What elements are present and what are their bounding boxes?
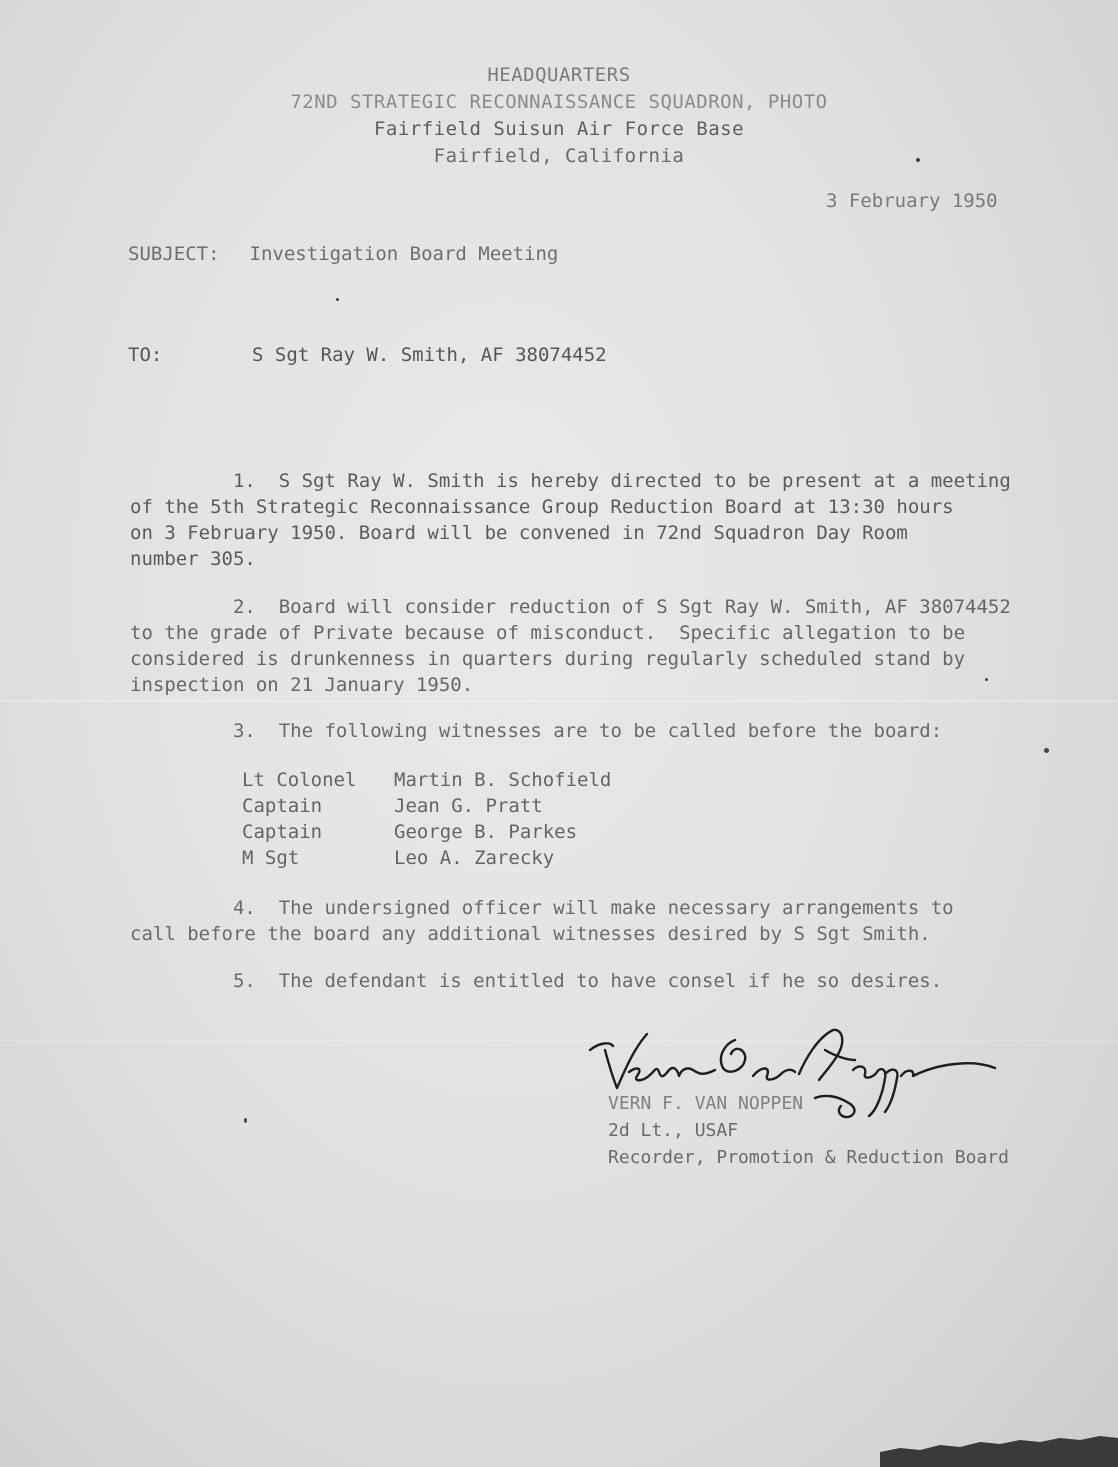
- ink-speck: [244, 1118, 247, 1123]
- ink-speck: [916, 158, 920, 162]
- subject-label: SUBJECT:: [128, 243, 220, 265]
- paragraph-5: 5. The defendant is entitled to have consel if he so desires.: [130, 970, 943, 992]
- ink-speck: [336, 298, 339, 301]
- witness-rank: M Sgt: [242, 847, 300, 869]
- witness-name: George B. Parkes: [394, 821, 578, 843]
- letter-date: 3 February 1950: [826, 190, 998, 212]
- paragraph-4: 4. The undersigned officer will make necessary arrangements to call before the board any additional witnesses desired by S Sgt Smith.: [130, 897, 954, 945]
- torn-corner: [880, 1430, 1118, 1467]
- letterhead-line-4: Fairfield, California: [433, 145, 685, 167]
- letterhead: [0, 62, 1118, 170]
- subject-line: [128, 243, 558, 265]
- witness-rank: Captain: [242, 795, 323, 817]
- to-label: TO:: [128, 344, 163, 366]
- signer-rank: 2d Lt., USAF: [608, 1120, 739, 1141]
- subject-value: Investigation Board Meeting: [249, 243, 559, 265]
- witness-row: [242, 819, 611, 845]
- witness-row: [242, 793, 611, 819]
- signer-title: Recorder, Promotion & Reduction Board: [608, 1147, 1009, 1168]
- paragraph-3: 3. The following witnesses are to be called before the board:: [130, 720, 943, 742]
- witness-row: [242, 845, 611, 871]
- ink-speck: [985, 678, 988, 681]
- to-line: [128, 344, 607, 366]
- paper-crease: [0, 700, 1118, 702]
- witness-rank: Lt Colonel: [242, 769, 357, 791]
- witness-name: Martin B. Schofield: [394, 769, 612, 791]
- letterhead-line-3: Fairfield Suisun Air Force Base: [373, 118, 745, 140]
- witness-rank: Captain: [242, 821, 323, 843]
- signer-name: VERN F. VAN NOPPEN: [608, 1093, 804, 1114]
- witness-name: Jean G. Pratt: [394, 795, 543, 817]
- paragraph-1: 1. S Sgt Ray W. Smith is hereby directed to be present at a meeting of the 5th Strategic Reconnaissance Group Reduction Board at 13:30 hours on 3 February 1950. Board will be convened in 72nd Squadron Day Room number 305.: [130, 470, 1011, 570]
- letterhead-line-2: 72ND STRATEGIC RECONNAISSANCE SQUADRON, PHOTO: [290, 91, 828, 113]
- witness-row: [242, 767, 611, 793]
- to-value: S Sgt Ray W. Smith, AF 38074452: [252, 344, 607, 366]
- letterhead-line-1: HEADQUARTERS: [487, 64, 631, 86]
- signature-block: [608, 1090, 1009, 1171]
- paragraph-2: 2. Board will consider reduction of S Sgt Ray W. Smith, AF 38074452 to the grade of Private because of misconduct. Specific allegation to be considered is drunkenness in quarters during regularly scheduled stand by inspection on 21 January 1950.: [130, 596, 1011, 696]
- ink-speck: [1044, 748, 1049, 753]
- witness-name: Leo A. Zarecky: [394, 847, 555, 869]
- witness-list: [242, 767, 611, 871]
